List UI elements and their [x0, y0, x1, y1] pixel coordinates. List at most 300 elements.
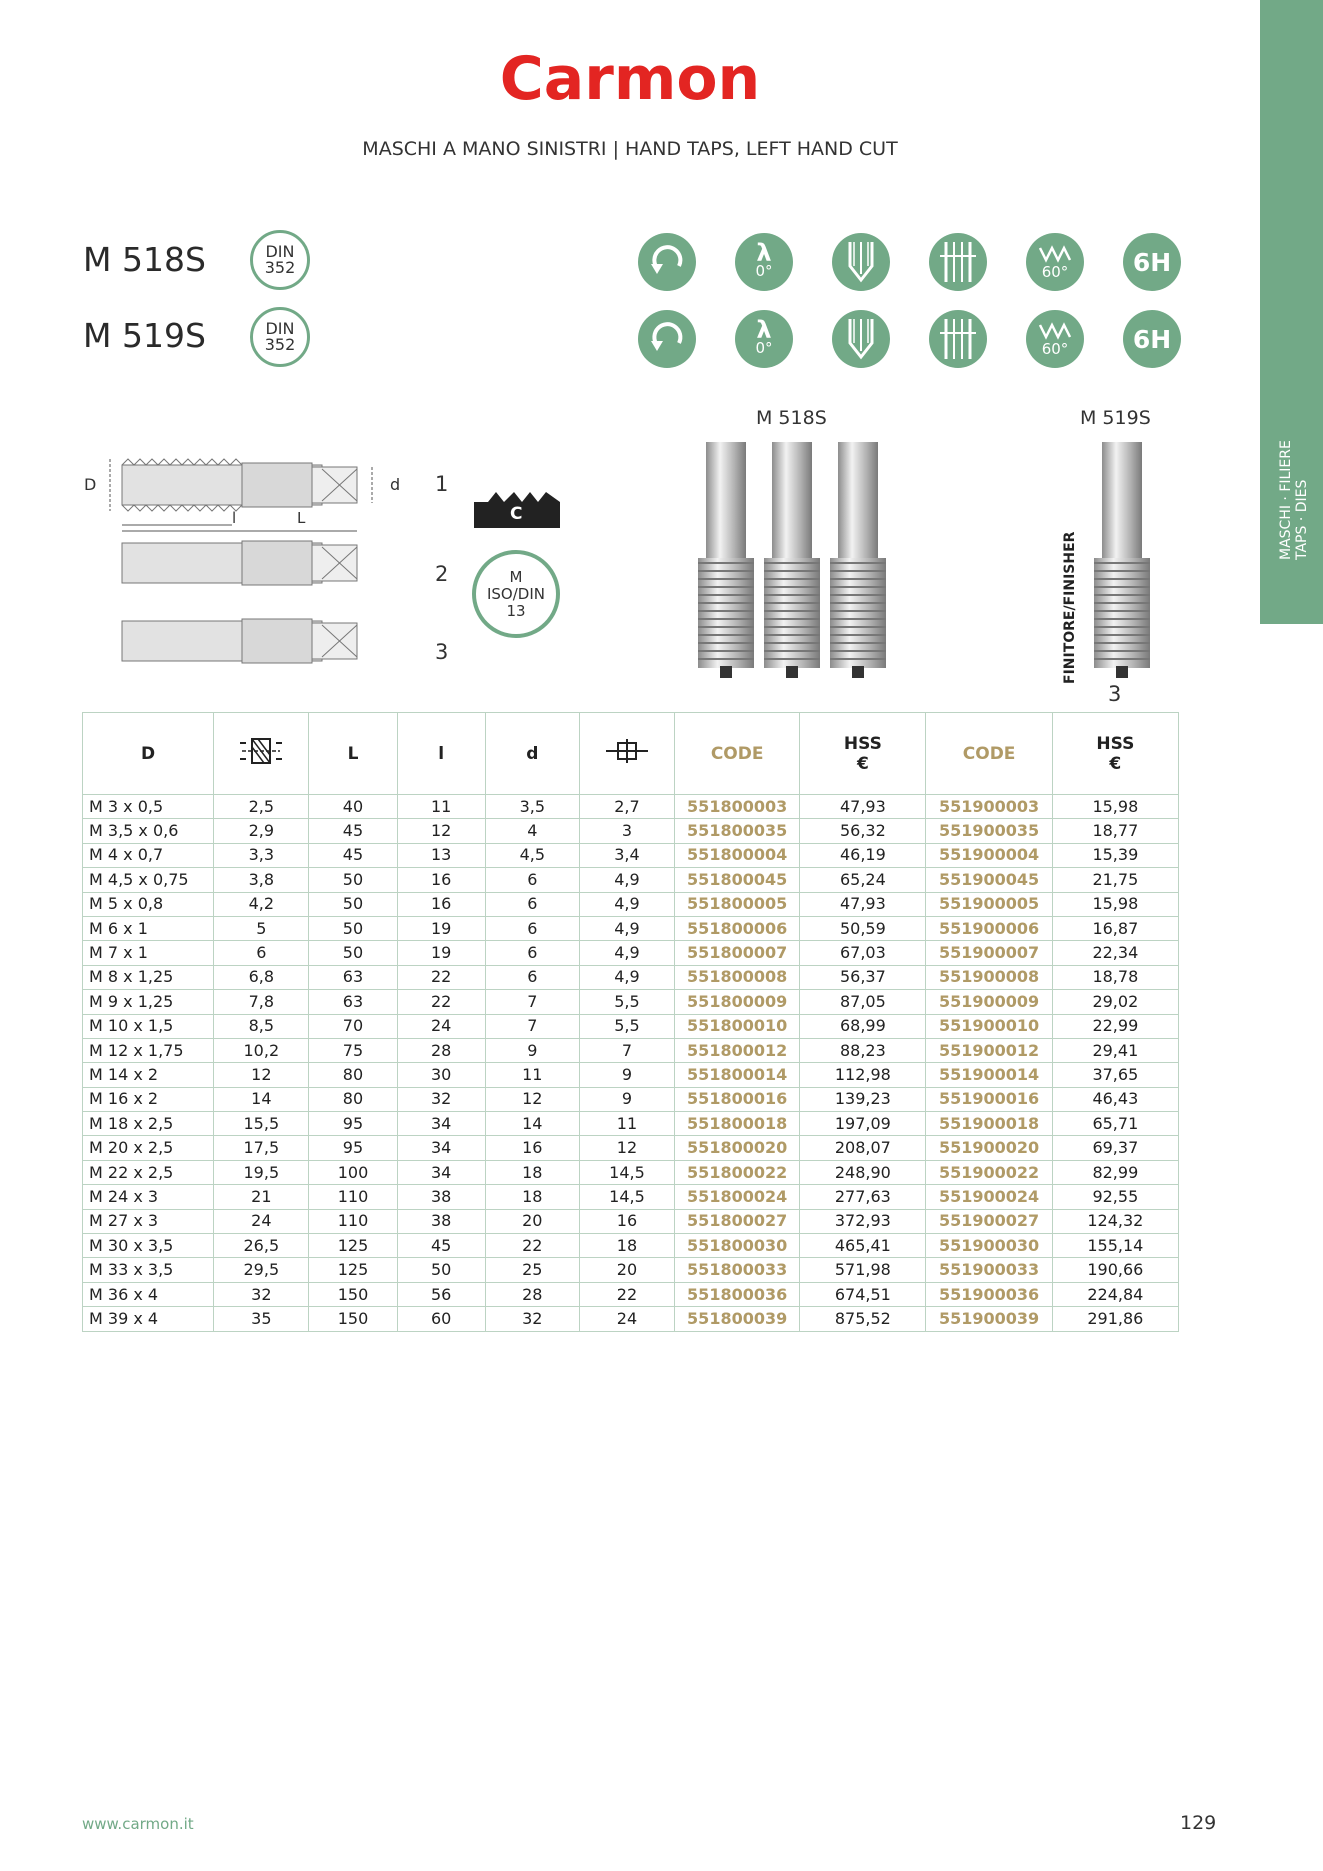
- table-cell: M 16 x 2: [83, 1087, 214, 1111]
- table-cell: 4,9: [579, 941, 674, 965]
- table-row: [83, 1063, 1179, 1087]
- table-cell: 16: [485, 1136, 579, 1160]
- product-code-cell: 551900006: [926, 916, 1052, 940]
- table-cell: 63: [309, 990, 397, 1014]
- header-square: [579, 713, 674, 795]
- table-cell: 56,37: [800, 965, 926, 989]
- table-cell: 190,66: [1052, 1258, 1178, 1282]
- image-label-m518s: M 518S: [756, 407, 827, 429]
- table-row: [83, 1038, 1179, 1062]
- table-cell: 45: [309, 843, 397, 867]
- label-L: L: [297, 509, 306, 527]
- product-code-cell: 551800003: [675, 795, 800, 819]
- table-cell: 2,5: [214, 795, 309, 819]
- table-cell: 63: [309, 965, 397, 989]
- side-tab-text: [1278, 260, 1310, 560]
- table-cell: 155,14: [1052, 1234, 1178, 1258]
- table-cell: M 20 x 2,5: [83, 1136, 214, 1160]
- table-row: [83, 868, 1179, 892]
- product-code-cell: 551800012: [675, 1038, 800, 1062]
- tap-point-icon: [832, 310, 890, 368]
- header-hss-m518s: [800, 713, 926, 795]
- table-cell: 6: [485, 892, 579, 916]
- table-cell: 50: [309, 892, 397, 916]
- table-cell: 16: [579, 1209, 674, 1233]
- tolerance-icon: [1123, 310, 1181, 368]
- thread-angle-value: 60°: [1041, 263, 1069, 281]
- table-cell: 46,43: [1052, 1087, 1178, 1111]
- table-row: [83, 795, 1179, 819]
- table-cell: 19,5: [214, 1160, 309, 1184]
- table-cell: 29,5: [214, 1258, 309, 1282]
- table-cell: 38: [397, 1209, 485, 1233]
- table-cell: 34: [397, 1112, 485, 1136]
- product-code-cell: 551800024: [675, 1185, 800, 1209]
- table-cell: 7: [485, 990, 579, 1014]
- table-cell: 29,41: [1052, 1038, 1178, 1062]
- table-cell: 125: [309, 1234, 397, 1258]
- tap-dimension-diagram: [82, 445, 412, 685]
- table-cell: M 14 x 2: [83, 1063, 214, 1087]
- table-cell: 4,9: [579, 892, 674, 916]
- table-cell: 248,90: [800, 1160, 926, 1184]
- product-code-cell: 551800027: [675, 1209, 800, 1233]
- product-code-cell: 551900020: [926, 1136, 1052, 1160]
- finisher-number: 3: [1108, 682, 1122, 706]
- tolerance-value: 6H: [1132, 324, 1172, 354]
- table-cell: 6: [214, 941, 309, 965]
- table-row: [83, 1258, 1179, 1282]
- tap-3-drawing: [122, 619, 357, 663]
- table-row: [83, 1136, 1179, 1160]
- table-cell: 208,07: [800, 1136, 926, 1160]
- din-number: 352: [264, 258, 296, 277]
- table-cell: 124,32: [1052, 1209, 1178, 1233]
- table-cell: 3,4: [579, 843, 674, 867]
- table-cell: 11: [397, 795, 485, 819]
- rake-angle-value: 0°: [755, 262, 773, 280]
- table-cell: 32: [485, 1307, 579, 1331]
- product-code-cell: 551800030: [675, 1234, 800, 1258]
- table-cell: 13: [397, 843, 485, 867]
- table-cell: 2,7: [579, 795, 674, 819]
- table-cell: 4,9: [579, 965, 674, 989]
- table-cell: 32: [397, 1087, 485, 1111]
- table-cell: 9: [579, 1087, 674, 1111]
- table-cell: 16: [397, 892, 485, 916]
- product-code-cell: 551800005: [675, 892, 800, 916]
- table-cell: 40: [309, 795, 397, 819]
- drill-size-icon: [238, 737, 284, 765]
- table-cell: 8,5: [214, 1014, 309, 1038]
- table-cell: 37,65: [1052, 1063, 1178, 1087]
- product-code-cell: 551800009: [675, 990, 800, 1014]
- table-cell: 7: [485, 1014, 579, 1038]
- table-cell: M 10 x 1,5: [83, 1014, 214, 1038]
- thread-angle-icon: [1026, 310, 1084, 368]
- table-cell: 67,03: [800, 941, 926, 965]
- square-drive-icon: [604, 739, 650, 763]
- product-code-cell: 551900039: [926, 1307, 1052, 1331]
- product-code-cell: 551800006: [675, 916, 800, 940]
- table-cell: 47,93: [800, 795, 926, 819]
- chamfer-label: C: [510, 504, 523, 524]
- table-cell: 22: [485, 1234, 579, 1258]
- table-cell: 3,8: [214, 868, 309, 892]
- table-cell: 68,99: [800, 1014, 926, 1038]
- din-label: DIN: [265, 242, 295, 261]
- header-L: L: [309, 713, 397, 795]
- product-code-cell: 551800008: [675, 965, 800, 989]
- table-cell: 15,39: [1052, 843, 1178, 867]
- product-code-cell: 551900030: [926, 1234, 1052, 1258]
- product-code-cell: 551800004: [675, 843, 800, 867]
- product-code-cell: 551900012: [926, 1038, 1052, 1062]
- table-cell: 5,5: [579, 990, 674, 1014]
- table-cell: M 27 x 3: [83, 1209, 214, 1233]
- table-row: [83, 965, 1179, 989]
- table-cell: M 22 x 2,5: [83, 1160, 214, 1184]
- iso-din-13-badge: [472, 550, 560, 638]
- table-cell: 277,63: [800, 1185, 926, 1209]
- table-cell: M 6 x 1: [83, 916, 214, 940]
- table-cell: 29,02: [1052, 990, 1178, 1014]
- table-cell: 16: [397, 868, 485, 892]
- table-row: [83, 892, 1179, 916]
- table-cell: 50: [309, 941, 397, 965]
- table-cell: 12: [579, 1136, 674, 1160]
- table-cell: 28: [485, 1282, 579, 1306]
- table-cell: 2,9: [214, 819, 309, 843]
- table-cell: 17,5: [214, 1136, 309, 1160]
- table-cell: 6: [485, 868, 579, 892]
- table-cell: 12: [485, 1087, 579, 1111]
- table-cell: 3,3: [214, 843, 309, 867]
- straight-flute-icon: [929, 310, 987, 368]
- table-cell: 150: [309, 1282, 397, 1306]
- thread-angle-value: 60°: [1041, 340, 1069, 358]
- table-cell: 95: [309, 1112, 397, 1136]
- table-cell: 10,2: [214, 1038, 309, 1062]
- table-cell: 69,37: [1052, 1136, 1178, 1160]
- badge-line1: M: [509, 567, 523, 586]
- product-code-cell: 551800035: [675, 819, 800, 843]
- rake-angle-icon: λ 0°: [735, 310, 793, 368]
- table-cell: 19: [397, 916, 485, 940]
- product-code-cell: 551900045: [926, 868, 1052, 892]
- product-code-cell: 551900024: [926, 1185, 1052, 1209]
- table-row: [83, 916, 1179, 940]
- table-cell: 139,23: [800, 1087, 926, 1111]
- table-cell: 4,9: [579, 868, 674, 892]
- table-cell: 12: [214, 1063, 309, 1087]
- table-cell: M 18 x 2,5: [83, 1112, 214, 1136]
- table-cell: 15,98: [1052, 795, 1178, 819]
- product-code-cell: 551800045: [675, 868, 800, 892]
- table-cell: 70: [309, 1014, 397, 1038]
- table-cell: 6,8: [214, 965, 309, 989]
- table-cell: 5,5: [579, 1014, 674, 1038]
- table-cell: 80: [309, 1087, 397, 1111]
- table-cell: 11: [579, 1112, 674, 1136]
- header-d: d: [485, 713, 579, 795]
- table-cell: 125: [309, 1258, 397, 1282]
- table-cell: 465,41: [800, 1234, 926, 1258]
- table-cell: M 7 x 1: [83, 941, 214, 965]
- side-tab-line1: MASCHI · FILIERE: [1278, 440, 1294, 560]
- tolerance-icon: [1123, 233, 1181, 291]
- table-cell: 28: [397, 1038, 485, 1062]
- table-cell: 224,84: [1052, 1282, 1178, 1306]
- table-cell: 56: [397, 1282, 485, 1306]
- table-cell: 60: [397, 1307, 485, 1331]
- table-row: [83, 819, 1179, 843]
- table-cell: 150: [309, 1307, 397, 1331]
- table-cell: 22: [397, 990, 485, 1014]
- table-row: [83, 1087, 1179, 1111]
- table-cell: M 12 x 1,75: [83, 1038, 214, 1062]
- tap-2-drawing: [122, 541, 357, 585]
- table-row: [83, 1112, 1179, 1136]
- rake-angle-value: 0°: [755, 339, 773, 357]
- page-number: 129: [1180, 1812, 1217, 1834]
- table-cell: 4,2: [214, 892, 309, 916]
- table-cell: 14: [214, 1087, 309, 1111]
- table-cell: M 3,5 x 0,6: [83, 819, 214, 843]
- table-row: [83, 941, 1179, 965]
- table-cell: 100: [309, 1160, 397, 1184]
- table-cell: 50: [309, 916, 397, 940]
- footer-website-link[interactable]: www.carmon.it: [82, 1815, 194, 1833]
- tap-image-3: [830, 442, 886, 678]
- table-cell: M 24 x 3: [83, 1185, 214, 1209]
- table-cell: 22: [579, 1282, 674, 1306]
- table-cell: 571,98: [800, 1258, 926, 1282]
- finisher-label: FINITORE/FINISHER: [1062, 531, 1078, 684]
- table-cell: 6: [485, 965, 579, 989]
- table-cell: M 8 x 1,25: [83, 965, 214, 989]
- product-code-cell: 551800014: [675, 1063, 800, 1087]
- product-code-cell: 551900007: [926, 941, 1052, 965]
- product-code-cell: 551800018: [675, 1112, 800, 1136]
- table-row: [83, 1185, 1179, 1209]
- table-cell: 7: [579, 1038, 674, 1062]
- table-cell: M 4 x 0,7: [83, 843, 214, 867]
- table-cell: 5: [214, 916, 309, 940]
- table-cell: 50: [309, 868, 397, 892]
- product-code-cell: 551800036: [675, 1282, 800, 1306]
- rake-angle-icon: λ 0°: [735, 233, 793, 291]
- product-code-cell: 551900016: [926, 1087, 1052, 1111]
- table-cell: 674,51: [800, 1282, 926, 1306]
- section-side-tab[interactable]: [1260, 0, 1323, 624]
- table-cell: 4,5: [485, 843, 579, 867]
- table-row: [83, 1234, 1179, 1258]
- table-cell: 65,24: [800, 868, 926, 892]
- table-cell: 18: [485, 1185, 579, 1209]
- table-cell: 18: [485, 1160, 579, 1184]
- chamfer-c-badge: [474, 488, 560, 528]
- table-row: [83, 1307, 1179, 1331]
- table-cell: 26,5: [214, 1234, 309, 1258]
- table-cell: 38: [397, 1185, 485, 1209]
- product-code-cell: 551900035: [926, 819, 1052, 843]
- product-code-cell: 551900009: [926, 990, 1052, 1014]
- badge-line2: ISO/DIN: [486, 584, 545, 603]
- table-cell: 9: [485, 1038, 579, 1062]
- product-code-cell: 551900027: [926, 1209, 1052, 1233]
- table-cell: 20: [579, 1258, 674, 1282]
- table-cell: 24: [397, 1014, 485, 1038]
- table-cell: 25: [485, 1258, 579, 1282]
- table-cell: 14,5: [579, 1185, 674, 1209]
- label-D: D: [84, 475, 97, 494]
- product-code-cell: 551900014: [926, 1063, 1052, 1087]
- din-number: 352: [264, 335, 296, 354]
- brand-logo: Carmon: [499, 44, 761, 114]
- table-cell: 50: [397, 1258, 485, 1282]
- header-hss-m519s: [1052, 713, 1178, 795]
- left-hand-rotation-icon: [638, 233, 696, 291]
- product-code-cell: 551800010: [675, 1014, 800, 1038]
- table-row: [83, 1209, 1179, 1233]
- table-cell: 92,55: [1052, 1185, 1178, 1209]
- straight-flute-icon: [929, 233, 987, 291]
- product-code-cell: 551900003: [926, 795, 1052, 819]
- table-cell: 75: [309, 1038, 397, 1062]
- table-cell: 20: [485, 1209, 579, 1233]
- table-cell: 12: [397, 819, 485, 843]
- table-cell: 15,5: [214, 1112, 309, 1136]
- header-code-m518s: CODE: [675, 713, 800, 795]
- product-code-cell: 551900022: [926, 1160, 1052, 1184]
- thread-angle-icon: [1026, 233, 1084, 291]
- tap-1-drawing: [110, 459, 372, 531]
- table-cell: 47,93: [800, 892, 926, 916]
- table-cell: M 30 x 3,5: [83, 1234, 214, 1258]
- header-code-m519s: CODE: [926, 713, 1052, 795]
- left-hand-rotation-icon: [638, 310, 696, 368]
- table-cell: 22,99: [1052, 1014, 1178, 1038]
- table-cell: 3,5: [485, 795, 579, 819]
- table-cell: 18,77: [1052, 819, 1178, 843]
- table-cell: 15,98: [1052, 892, 1178, 916]
- table-cell: 56,32: [800, 819, 926, 843]
- product-code-cell: 551800039: [675, 1307, 800, 1331]
- header-D: D: [83, 713, 214, 795]
- table-cell: M 9 x 1,25: [83, 990, 214, 1014]
- page-subtitle: MASCHI A MANO SINISTRI | HAND TAPS, LEFT HAND CUT: [362, 138, 898, 160]
- tap-number-1: 1: [435, 472, 449, 496]
- table-row: [83, 1160, 1179, 1184]
- tap-image-1: [698, 442, 754, 678]
- table-cell: 19: [397, 941, 485, 965]
- table-cell: 50,59: [800, 916, 926, 940]
- product-code-cell: 551900005: [926, 892, 1052, 916]
- table-cell: M 36 x 4: [83, 1282, 214, 1306]
- table-cell: 875,52: [800, 1307, 926, 1331]
- table-cell: 82,99: [1052, 1160, 1178, 1184]
- table-cell: 34: [397, 1136, 485, 1160]
- table-cell: 80: [309, 1063, 397, 1087]
- table-header-row: [83, 713, 1179, 795]
- table-cell: 21,75: [1052, 868, 1178, 892]
- table-cell: 22,34: [1052, 941, 1178, 965]
- table-cell: M 3 x 0,5: [83, 795, 214, 819]
- table-cell: 34: [397, 1160, 485, 1184]
- table-cell: 110: [309, 1209, 397, 1233]
- header-drill: [214, 713, 309, 795]
- din-352-badge: [250, 307, 310, 367]
- m519s-tap-image: [1086, 438, 1166, 683]
- table-cell: 87,05: [800, 990, 926, 1014]
- currency-label: €: [856, 753, 869, 774]
- table-cell: 4: [485, 819, 579, 843]
- header-l: l: [397, 713, 485, 795]
- currency-label: €: [1109, 753, 1122, 774]
- table-cell: 35: [214, 1307, 309, 1331]
- table-cell: 197,09: [800, 1112, 926, 1136]
- table-cell: 65,71: [1052, 1112, 1178, 1136]
- table-cell: 18,78: [1052, 965, 1178, 989]
- tap-point-icon: [832, 233, 890, 291]
- table-cell: 46,19: [800, 843, 926, 867]
- table-cell: 372,93: [800, 1209, 926, 1233]
- product-code-cell: 551800022: [675, 1160, 800, 1184]
- tap-number-2: 2: [435, 562, 449, 586]
- product-code-cell: 551900010: [926, 1014, 1052, 1038]
- product-code-cell: 551900033: [926, 1258, 1052, 1282]
- hss-label: HSS: [1096, 733, 1135, 754]
- table-cell: 16,87: [1052, 916, 1178, 940]
- table-cell: 88,23: [800, 1038, 926, 1062]
- table-cell: 110: [309, 1185, 397, 1209]
- table-cell: 18: [579, 1234, 674, 1258]
- tolerance-value: 6H: [1132, 247, 1172, 277]
- hss-label: HSS: [843, 733, 882, 754]
- table-row: [83, 1014, 1179, 1038]
- tap-number-3: 3: [435, 640, 449, 664]
- label-d: d: [390, 475, 401, 494]
- product-code-cell: 551800007: [675, 941, 800, 965]
- table-cell: 112,98: [800, 1063, 926, 1087]
- product-code-cell: 551800033: [675, 1258, 800, 1282]
- table-cell: 7,8: [214, 990, 309, 1014]
- table-cell: M 33 x 3,5: [83, 1258, 214, 1282]
- table-cell: 6: [485, 941, 579, 965]
- tap-image-2: [764, 442, 820, 678]
- table-cell: M 39 x 4: [83, 1307, 214, 1331]
- table-cell: 6: [485, 916, 579, 940]
- m518s-tap-set-image: [690, 438, 900, 683]
- product-code-cell: 551900004: [926, 843, 1052, 867]
- product-table: [82, 712, 1179, 1332]
- table-row: [83, 843, 1179, 867]
- table-cell: 45: [397, 1234, 485, 1258]
- table-cell: 9: [579, 1063, 674, 1087]
- table-cell: 3: [579, 819, 674, 843]
- table-cell: 30: [397, 1063, 485, 1087]
- table-cell: 4,9: [579, 916, 674, 940]
- product-code-cell: 551900018: [926, 1112, 1052, 1136]
- table-cell: 11: [485, 1063, 579, 1087]
- product-code-cell: 551900036: [926, 1282, 1052, 1306]
- table-cell: 14,5: [579, 1160, 674, 1184]
- product-code-m518s: M 518S: [83, 240, 206, 279]
- table-cell: 22: [397, 965, 485, 989]
- product-code-m519s: M 519S: [83, 316, 206, 355]
- din-352-badge: [250, 230, 310, 290]
